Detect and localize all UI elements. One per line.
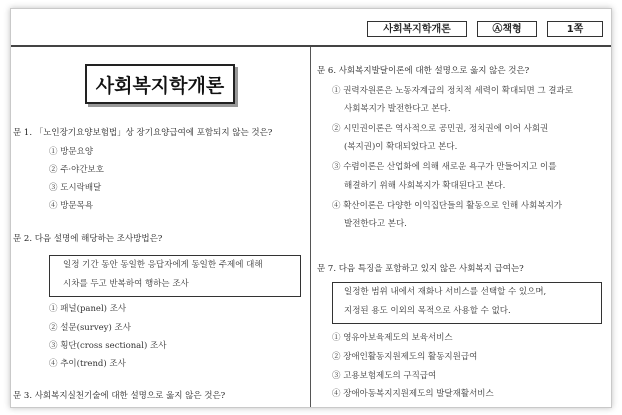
q6-option-4-line-1: ④ 확산이론은 다양한 이익집단들의 활동으로 인해 사회복지가 bbox=[332, 201, 562, 211]
q2-option-3: ③ 횡단(cross sectional) 조사 bbox=[49, 341, 167, 351]
q7-option-1: ① 영유아보육제도의 보육서비스 bbox=[332, 333, 453, 343]
question-6: 문 6. 사회복지발달이론에 대한 설명으로 옳지 않은 것은? bbox=[317, 66, 530, 76]
q2-option-1: ① 패널(panel) 조사 bbox=[49, 304, 127, 314]
question-7: 문 7. 다음 특징을 포함하고 있지 않은 사회복지 급여는? bbox=[317, 264, 524, 274]
q7-option-3: ③ 고용보험제도의 구직급여 bbox=[332, 371, 437, 381]
question-3: 문 3. 사회복지실천기술에 대한 설명으로 옳지 않은 것은? bbox=[13, 391, 226, 401]
q2-box-line-1: 일정 기간 동안 동일한 응답자에게 동일한 주제에 대해 bbox=[63, 260, 263, 270]
q6-option-2-line-1: ② 시민권이론은 역사적으로 공민권, 정치권에 이어 사회권 bbox=[332, 124, 549, 134]
q6-option-1-line-2: 사회복지가 발전한다고 본다. bbox=[344, 104, 451, 114]
question-1: 문 1. 「노인장기요양보험법」상 장기요양급여에 포함되지 않는 것은? bbox=[13, 128, 273, 138]
question-2: 문 2. 다음 설명에 해당하는 조사방법은? bbox=[13, 234, 163, 244]
exam-page bbox=[10, 8, 612, 408]
page-number-box: 1쪽 bbox=[547, 21, 603, 37]
q7-option-2: ② 장애인활동지원제도의 활동지원급여 bbox=[332, 352, 478, 362]
exam-title: 사회복지학개론 bbox=[85, 64, 235, 104]
column-divider bbox=[310, 47, 311, 407]
q7-box-line-1: 일정한 범위 내에서 재화나 서비스를 선택할 수 있으며, bbox=[344, 287, 547, 297]
q1-option-2: ② 주·야간보호 bbox=[49, 165, 104, 175]
q2-box-line-2: 시차를 두고 반복하여 행하는 조사 bbox=[63, 279, 189, 289]
q1-option-3: ③ 도시락배달 bbox=[49, 183, 102, 193]
q1-option-4: ④ 방문목욕 bbox=[49, 201, 94, 211]
q6-option-4-line-2: 발전한다고 본다. bbox=[344, 219, 407, 229]
subject-box: 사회복지학개론 bbox=[367, 21, 467, 37]
q2-option-4: ④ 추이(trend) 조사 bbox=[49, 359, 126, 369]
q2-option-2: ② 설문(survey) 조사 bbox=[49, 323, 131, 333]
q1-option-1: ① 방문요양 bbox=[49, 147, 94, 157]
q6-option-3-line-2: 해결하기 위해 사회복지가 확대된다고 본다. bbox=[344, 181, 506, 191]
q6-option-1-line-1: ① 권력자원론은 노동자계급의 정치적 세력이 확대되면 그 결과로 bbox=[332, 86, 573, 96]
page-header bbox=[11, 9, 611, 47]
q6-option-3-line-1: ③ 수렴이론은 산업화에 의해 새로운 욕구가 만들어지고 이를 bbox=[332, 162, 557, 172]
q7-box-line-2: 지정된 용도 이외의 목적으로 사용할 수 없다. bbox=[344, 306, 511, 316]
q7-option-4: ④ 장애아동복지지원제도의 발달재활서비스 bbox=[332, 389, 494, 399]
form-type-box: Ⓐ책형 bbox=[477, 21, 537, 37]
q6-option-2-line-2: (복지권)이 확대되었다고 본다. bbox=[344, 142, 458, 152]
